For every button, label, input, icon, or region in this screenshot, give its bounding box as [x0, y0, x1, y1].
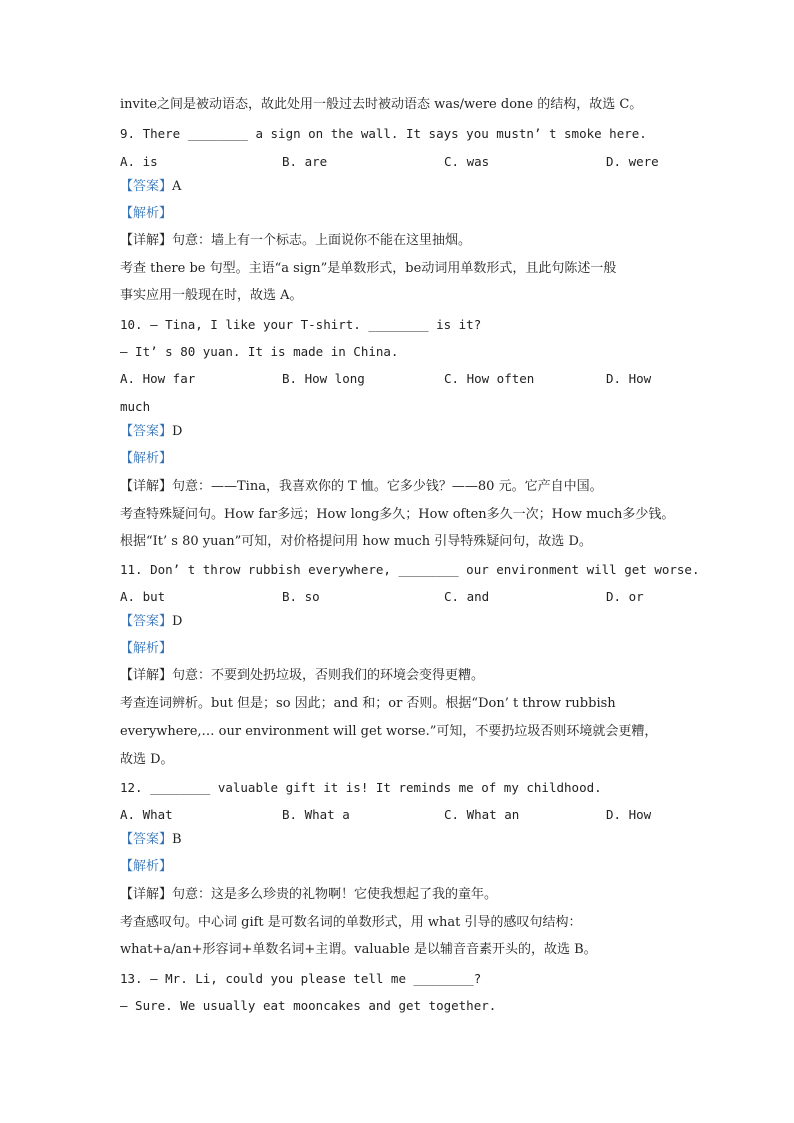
answer-tag: 【答案】: [120, 614, 173, 629]
q13-line-2: — Sure. We usually eat mooncakes and get together.: [120, 998, 497, 1013]
q10-explain-2: 根据“It’ s 80 yuan”可知，对价格提问用 how much 引导特殊疑问句，故选 D。: [120, 534, 592, 549]
detail-tag: 【详解】: [120, 668, 173, 683]
q12-answer: [120, 831, 182, 849]
intro-line: invite之间是被动语态，故此处用一般过去时被动语态 was/were done 的结构，故选 C。: [120, 97, 643, 112]
q12-option-b: B. What a: [282, 807, 350, 822]
q12-answer-value: B: [172, 832, 182, 847]
q12-stem: 12. ________ valuable gift it is! It reminds me of my childhood.: [120, 780, 602, 795]
q12-explain-1: 考查感叹句。中心词 gift 是可数名词的单数形式，用 what 引导的感叹句结构：: [120, 915, 582, 930]
q10-option-c: C. How often: [444, 371, 535, 386]
q10-detail: [120, 478, 603, 496]
q9-explain-2: 事实应用一般现在时，故选 A。: [120, 288, 303, 303]
q11-answer-value: D: [172, 614, 183, 629]
q11-analysis-tag: 【解析】: [120, 641, 173, 656]
q11-answer: [120, 613, 182, 631]
answer-tag: 【答案】: [120, 179, 173, 194]
q9-stem: 9. There ________ a sign on the wall. It says you mustn’ t smoke here.: [120, 126, 647, 141]
q12-option-a: A. What: [120, 807, 173, 822]
q9-detail: [120, 232, 471, 250]
detail-tag: 【详解】: [120, 887, 173, 902]
q10-line-2: — It’ s 80 yuan. It is made in China.: [120, 344, 399, 359]
q10-option-b: B. How long: [282, 371, 365, 386]
q9-option-a: A. is: [120, 154, 158, 169]
q10-option-wrap: much: [120, 399, 151, 414]
q13-line-1: 13. — Mr. Li, could you please tell me ________?: [120, 971, 482, 986]
q9-option-d: D. were: [606, 154, 659, 169]
q11-detail: [120, 667, 484, 685]
q11-explain-3: 故选 D。: [120, 752, 174, 767]
q11-detail-text: 句意：不要到处扔垃圾，否则我们的环境会变得更糟。: [172, 668, 485, 683]
q12-analysis-tag: 【解析】: [120, 859, 173, 874]
q10-answer-value: D: [172, 424, 183, 439]
q10-analysis-tag: 【解析】: [120, 451, 173, 466]
q9-option-c: C. was: [444, 154, 490, 169]
q12-option-c: C. What an: [444, 807, 520, 822]
q10-answer: [120, 423, 182, 441]
q9-explain-1: 考查 there be 句型。主语“a sign”是单数形式，be动词用单数形式，且此句陈述一般: [120, 261, 617, 276]
q11-option-b: B. so: [282, 589, 320, 604]
detail-tag: 【详解】: [120, 233, 173, 248]
q9-detail-text: 句意：墙上有一个标志。上面说你不能在这里抽烟。: [172, 233, 472, 248]
detail-tag: 【详解】: [120, 479, 173, 494]
q12-explain-2: what+a/an+形容词+单数名词+主谓。valuable 是以辅音音素开头的，故选 B。: [120, 942, 597, 957]
q11-option-c: C. and: [444, 589, 490, 604]
q11-explain-1: 考查连词辨析。but 但是；so 因此；and 和；or 否则。根据“Don’ t throw rubbish: [120, 696, 616, 711]
q10-option-d: D. How: [606, 371, 652, 386]
q11-stem: 11. Don’ t throw rubbish everywhere, ________ our environment will get worse.: [120, 562, 700, 577]
q11-option-a: A. but: [120, 589, 166, 604]
answer-tag: 【答案】: [120, 832, 173, 847]
q9-analysis-tag: 【解析】: [120, 206, 173, 221]
q12-detail-text: 句意：这是多么珍贵的礼物啊！它使我想起了我的童年。: [172, 887, 498, 902]
q10-option-a: A. How far: [120, 371, 196, 386]
q9-option-b: B. are: [282, 154, 328, 169]
q10-explain-1: 考查特殊疑问句。How far多远；How long多久；How often多久一次；How much多少钱。: [120, 507, 675, 522]
q12-option-d: D. How: [606, 807, 652, 822]
q9-answer: [120, 178, 181, 196]
q10-line-1: 10. — Tina, I like your T-shirt. ________ is it?: [120, 317, 482, 332]
q10-detail-text: 句意：——Tina，我喜欢你的 T 恤。它多少钱？——80 元。它产自中国。: [172, 479, 603, 494]
q12-detail: [120, 886, 497, 904]
q11-option-d: D. or: [606, 589, 644, 604]
q11-explain-2: everywhere,… our environment will get worse.”可知，不要扔垃圾否则环境就会更糟，: [120, 724, 658, 739]
q9-answer-value: A: [172, 179, 182, 194]
answer-tag: 【答案】: [120, 424, 173, 439]
